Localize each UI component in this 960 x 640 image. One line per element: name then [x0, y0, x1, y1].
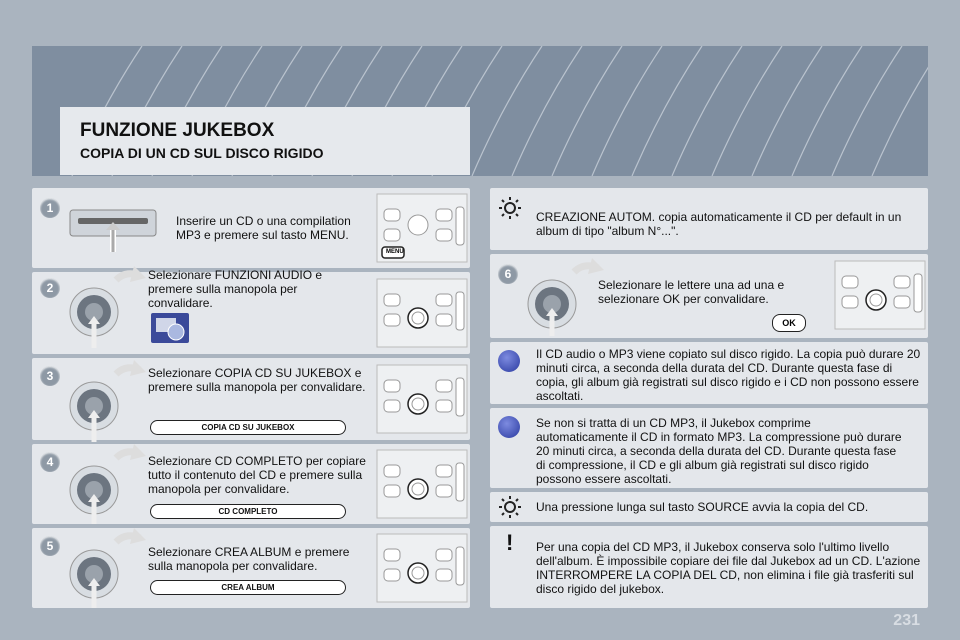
cd-slot-icon: [68, 204, 158, 254]
step-4-text: Selezionare CD COMPLETO per copiare tutto il contenuto del CD e premere sulla manopola per convalidare.: [148, 454, 366, 496]
radio-panel-icon: [376, 278, 468, 348]
step-2-panel: [32, 268, 470, 354]
audio-functions-icon: [150, 312, 190, 344]
step-6-text: Selezionare le lettere una ad una e selezionare OK per convalidare.: [598, 278, 785, 306]
step-number-badge: 1: [40, 198, 60, 218]
copy-info-panel: [490, 342, 928, 404]
warning-panel: [490, 526, 928, 608]
page-number: 231: [893, 612, 920, 629]
page-title: FUNZIONE JUKEBOX: [80, 120, 275, 141]
warning-icon: !: [506, 530, 514, 555]
step-2-text: Selezionare FUNZIONI AUDIO e premere sulla manopola per convalidare.: [148, 268, 323, 310]
rotary-knob-icon: [66, 524, 146, 610]
source-tip-text: Una pressione lunga sul tasto SOURCE avvia la copia del CD.: [536, 500, 869, 514]
radio-panel-icon: [376, 193, 468, 263]
step-6-panel: [490, 254, 928, 338]
step-1-panel: [32, 188, 470, 268]
auto-note-text: CREAZIONE AUTOM. copia automaticamente il CD per default in un album di tipo "album N°...".: [536, 210, 902, 238]
info-bullet-icon: [498, 416, 520, 438]
sun-tip-icon: [498, 196, 522, 220]
step-5-panel: [32, 528, 470, 608]
cd-complete-button[interactable]: CD COMPLETO: [150, 504, 346, 519]
compress-info-panel: [490, 408, 928, 488]
step-number-badge: 5: [40, 536, 60, 556]
step-number-badge: 2: [40, 278, 60, 298]
step-number-badge: 4: [40, 452, 60, 472]
menu-button[interactable]: MENU: [386, 249, 404, 255]
rotary-knob-icon: [66, 440, 146, 530]
step-3-panel: [32, 358, 470, 440]
page-subtitle: COPIA DI UN CD SUL DISCO RIGIDO: [80, 145, 324, 161]
step-1-text: Inserire un CD o una compilation MP3 e premere sul tasto MENU.: [176, 214, 351, 242]
copy-info-text: Il CD audio o MP3 viene copiato sul disco rigido. La copia può durare 20 minuti circa, a seconda della durata del CD. Durante questa fase di copia, gli album già registrati sul disco rigido e i CD non possono essere ascoltati.: [536, 347, 921, 403]
step-4-panel: [32, 444, 470, 524]
copy-cd-to-jukebox-button[interactable]: COPIA CD SU JUKEBOX: [150, 420, 346, 435]
ok-button[interactable]: OK: [772, 314, 806, 332]
create-album-button[interactable]: CREA ALBUM: [150, 580, 346, 595]
rotary-knob-icon: [66, 356, 146, 446]
sun-tip-icon: [498, 495, 522, 519]
radio-panel-icon: [376, 364, 468, 434]
auto-note-panel: [490, 188, 928, 250]
radio-panel-icon: [376, 533, 468, 603]
radio-panel-icon: [834, 260, 926, 330]
step-3-text: Selezionare COPIA CD SU JUKEBOX e premere sulla manopola per convalidare.: [148, 366, 366, 394]
info-bullet-icon: [498, 350, 520, 372]
rotary-knob-icon: [66, 262, 146, 352]
rotary-knob-icon: [524, 254, 604, 338]
source-tip-panel: [490, 492, 928, 522]
warning-text: Per una copia del CD MP3, il Jukebox conserva solo l'ultimo livello dell'album. È impossibile copiare dei file dal Jukebox ad un CD. L'azione INTERROMPERE LA COPIA DEL CD, non elimina i file già trasferiti sul disco rigido del jukebox.: [536, 540, 921, 596]
radio-panel-icon: [376, 449, 468, 519]
step-number-badge: 3: [40, 366, 60, 386]
step-number-badge: 6: [498, 264, 518, 284]
compress-info-text: Se non si tratta di un CD MP3, il Jukebox comprime automaticamente il CD in formato MP3. La compressione può durare 20 minuti circa, a seconda della durata del CD. Durante questa fase di compressione, il CD e gli album già registrati sul disco rigido possono essere ascoltati.: [536, 416, 902, 486]
step-5-text: Selezionare CREA ALBUM e premere sulla manopola per convalidare.: [148, 545, 350, 573]
